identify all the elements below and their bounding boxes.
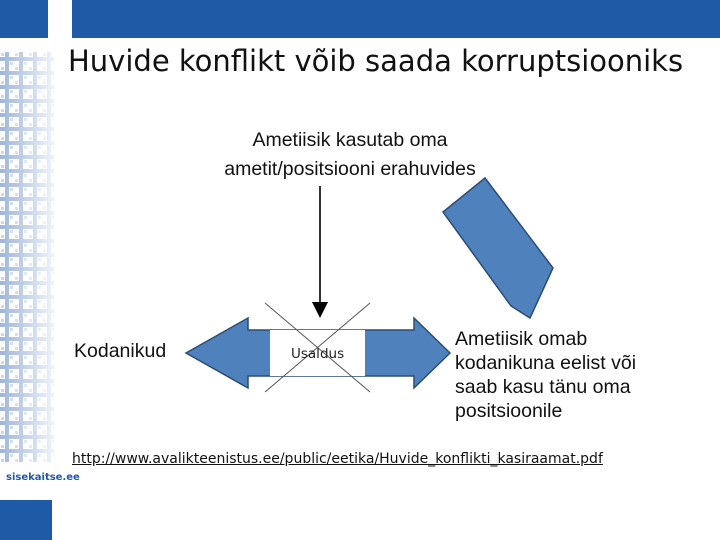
- consequence-text: Ametiisik omab kodanikuna eelist või saab kasu tänu oma positsioonile: [455, 328, 637, 422]
- handbook-link[interactable]: http://www.avalikteenistus.ee/public/eetika/Huvide_konflikti_kasiraamat.pdf: [72, 451, 603, 467]
- pencil-shape: [443, 178, 553, 318]
- citizens-label: Kodanikud: [74, 340, 167, 362]
- trust-label: Usaldus: [291, 346, 345, 362]
- slide-title: Huvide konflikt võib saada korruptsiooniks: [68, 44, 684, 78]
- brand-text: sisekaitse.ee: [6, 472, 80, 483]
- premise-text: Ametiisik kasutab oma ametit/positsiooni erahuvides: [224, 129, 476, 180]
